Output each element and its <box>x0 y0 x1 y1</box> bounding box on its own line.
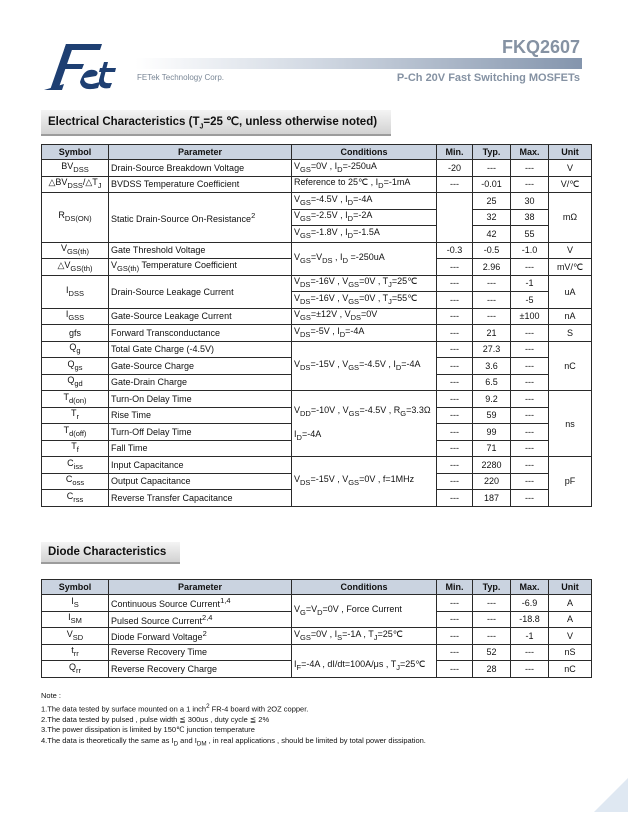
col-header: Unit <box>549 580 592 595</box>
conditions-cell: $V_{GS}=-1.8V$ , $I_D=-1.5A$ <box>292 226 437 243</box>
max-cell: --- <box>511 473 549 490</box>
symbol-cell: $Q_{gd}$ <box>42 374 109 391</box>
table-row <box>42 457 592 474</box>
note-item: 1.The data tested by surface mounted on a 1 inch$^2$ FR-4 board with 2OZ copper. <box>41 702 309 714</box>
unit-cell: pF <box>549 457 592 507</box>
col-header: Conditions <box>292 580 437 595</box>
note-item: 4.The data is theoretically the same as $I_D$ and $I_{DM}$ , in real applications , should be limited by total power dissipation. <box>41 735 426 748</box>
max-cell: --- <box>511 440 549 457</box>
typ-cell: 25 <box>473 193 511 210</box>
max-cell: --- <box>511 160 549 177</box>
parameter-cell: $V_{GS(th)}$ Temperature Coefficient <box>109 259 292 276</box>
parameter-cell: Output Capacitance <box>109 473 292 490</box>
table-row <box>42 275 592 292</box>
min-cell: --- <box>437 292 473 309</box>
unit-cell: mV/℃ <box>549 259 592 276</box>
min-cell: --- <box>437 391 473 408</box>
conditions-cell: $V_{GS}=V_{DS}$ , $I_D =-250uA$ <box>292 242 437 275</box>
parameter-cell: Total Gate Charge (-4.5V) <box>109 341 292 358</box>
table-row <box>42 595 592 612</box>
col-header: Typ. <box>473 580 511 595</box>
max-cell: --- <box>511 325 549 342</box>
table-row <box>42 644 592 661</box>
note-item: 3.The power dissipation is limited by 150℃ junction temperature <box>41 725 255 735</box>
parameter-cell: Gate-Drain Charge <box>109 374 292 391</box>
symbol-cell: $t_{rr}$ <box>42 644 109 661</box>
min-cell: -0.3 <box>437 242 473 259</box>
parameter-cell: Fall Time <box>109 440 292 457</box>
parameter-cell: BVDSS Temperature Coefficient <box>109 176 292 193</box>
conditions-cell: $V_{DD}=-10V$ , $V_{GS}=-4.5V$ , $R_G=3.3\Omega$ $I_D=-4A$ <box>292 391 437 457</box>
col-header: Conditions <box>292 145 437 160</box>
company-name: FETek Technology Corp. <box>137 73 225 82</box>
col-header: Min. <box>437 145 473 160</box>
unit-cell: V <box>549 628 592 645</box>
min-cell: --- <box>437 473 473 490</box>
max-cell: 55 <box>511 226 549 243</box>
max-cell: ±100 <box>511 308 549 325</box>
symbol-cell: $I_{DSS}$ <box>42 275 109 308</box>
conditions-cell: $V_{DS}=-15V$ , $V_{GS}=-4.5V$ , $I_D=-4A$ <box>292 341 437 391</box>
typ-cell: 9.2 <box>473 391 511 408</box>
max-cell: -5 <box>511 292 549 309</box>
unit-cell: mΩ <box>549 193 592 243</box>
min-cell: --- <box>437 407 473 424</box>
conditions-cell: $V_{GS}=0V$ , $I_D=-250uA$ <box>292 160 437 177</box>
symbol-cell: gfs <box>42 325 109 342</box>
conditions-cell: Reference to 25℃ , $I_D=-1mA$ <box>292 176 437 193</box>
table-row <box>42 391 592 408</box>
conditions-cell: $V_{DS}=-15V$ , $V_{GS}=0V$ , f=1MHz <box>292 457 437 507</box>
max-cell: --- <box>511 661 549 678</box>
min-cell: --- <box>437 424 473 441</box>
max-cell: --- <box>511 644 549 661</box>
typ-cell: 28 <box>473 661 511 678</box>
parameter-cell: Gate-Source Leakage Current <box>109 308 292 325</box>
typ-cell: 59 <box>473 407 511 424</box>
min-cell <box>437 193 473 243</box>
symbol-cell: $T_{d(off)}$ <box>42 424 109 441</box>
table-header-row <box>42 580 592 595</box>
unit-cell: nA <box>549 308 592 325</box>
col-header: Max. <box>511 145 549 160</box>
max-cell: -1 <box>511 275 549 292</box>
diode-characteristics-table <box>41 579 592 678</box>
max-cell: -1.0 <box>511 242 549 259</box>
parameter-cell: Static Drain-Source On-Resistance$^2$ <box>109 193 292 243</box>
table-row <box>42 341 592 358</box>
symbol-cell: $R_{DS(ON)}$ <box>42 193 109 243</box>
col-header: Unit <box>549 145 592 160</box>
min-cell: --- <box>437 628 473 645</box>
unit-cell: V <box>549 160 592 177</box>
symbol-cell: $I_{GSS}$ <box>42 308 109 325</box>
min-cell: --- <box>437 457 473 474</box>
min-cell: --- <box>437 275 473 292</box>
col-header: Min. <box>437 580 473 595</box>
product-subtitle: P-Ch 20V Fast Switching MOSFETs <box>396 72 580 84</box>
typ-cell: 71 <box>473 440 511 457</box>
note-item: 2.The data tested by pulsed , pulse width ≦ 300us , duty cycle ≦ 2% <box>41 714 270 724</box>
fetek-logo <box>40 38 132 96</box>
typ-cell: --- <box>473 275 511 292</box>
max-cell: -18.8 <box>511 611 549 628</box>
table-row <box>42 308 592 325</box>
typ-cell: 187 <box>473 490 511 507</box>
min-cell: --- <box>437 176 473 193</box>
unit-cell: A <box>549 595 592 612</box>
max-cell: --- <box>511 259 549 276</box>
symbol-cell: $V_{SD}$ <box>42 628 109 645</box>
unit-cell: A <box>549 611 592 628</box>
table-row <box>42 176 592 193</box>
typ-cell: 42 <box>473 226 511 243</box>
min-cell: --- <box>437 661 473 678</box>
symbol-cell: $T_{d(on)}$ <box>42 391 109 408</box>
min-cell: --- <box>437 595 473 612</box>
notes-heading: Note : <box>41 691 62 700</box>
section-title-electrical: Electrical Characteristics ($T_J=25$ ℃, unless otherwise noted) <box>41 110 391 136</box>
col-header: Parameter <box>109 580 292 595</box>
parameter-cell: Gate Threshold Voltage <box>109 242 292 259</box>
symbol-cell: $\triangle BV_{DSS}/\triangle T_J$ <box>42 176 109 193</box>
table-row <box>42 242 592 259</box>
parameter-cell: Pulsed Source Current$^{2,4}$ <box>109 611 292 628</box>
symbol-cell: $C_{rss}$ <box>42 490 109 507</box>
unit-cell: V <box>549 242 592 259</box>
parameter-cell: Rise Time <box>109 407 292 424</box>
conditions-cell: $V_{DS}=-16V$ , $V_{GS}=0V$ , $T_J=55℃$ <box>292 292 437 309</box>
parameter-cell: Continuous Source Current$^{1,4}$ <box>109 595 292 612</box>
min-cell: --- <box>437 358 473 375</box>
max-cell: --- <box>511 407 549 424</box>
symbol-cell: $C_{oss}$ <box>42 473 109 490</box>
table-header-row <box>42 145 592 160</box>
min-cell: -20 <box>437 160 473 177</box>
table-row <box>42 160 592 177</box>
symbol-cell: $V_{GS(th)}$ <box>42 242 109 259</box>
header-gradient-bar <box>135 58 582 69</box>
parameter-cell: Gate-Source Charge <box>109 358 292 375</box>
parameter-cell: Input Capacitance <box>109 457 292 474</box>
min-cell: --- <box>437 325 473 342</box>
unit-cell: S <box>549 325 592 342</box>
max-cell: 38 <box>511 209 549 226</box>
typ-cell: 2280 <box>473 457 511 474</box>
part-number: FKQ2607 <box>501 37 580 57</box>
parameter-cell: Drain-Source Leakage Current <box>109 275 292 308</box>
symbol-cell: $Q_g$ <box>42 341 109 358</box>
typ-cell: --- <box>473 292 511 309</box>
conditions-cell: $V_{DS}=-5V$ , $I_D=-4A$ <box>292 325 437 342</box>
typ-cell: --- <box>473 595 511 612</box>
symbol-cell: $C_{iss}$ <box>42 457 109 474</box>
notes-block <box>41 691 426 750</box>
typ-cell: 6.5 <box>473 374 511 391</box>
min-cell: --- <box>437 611 473 628</box>
col-header: Symbol <box>42 145 109 160</box>
min-cell: --- <box>437 308 473 325</box>
typ-cell: 52 <box>473 644 511 661</box>
typ-cell: 27.3 <box>473 341 511 358</box>
min-cell: --- <box>437 341 473 358</box>
symbol-cell: $\triangle V_{GS(th)}$ <box>42 259 109 276</box>
table-row <box>42 325 592 342</box>
typ-cell: 2.96 <box>473 259 511 276</box>
max-cell: -6.9 <box>511 595 549 612</box>
min-cell: --- <box>437 490 473 507</box>
min-cell: --- <box>437 259 473 276</box>
unit-cell: nC <box>549 341 592 391</box>
col-header: Max. <box>511 580 549 595</box>
max-cell: 30 <box>511 193 549 210</box>
conditions-cell: $V_{GS}=0V$ , $I_S=-1A$ , $T_J=25℃$ <box>292 628 437 645</box>
symbol-cell: $BV_{DSS}$ <box>42 160 109 177</box>
max-cell: --- <box>511 490 549 507</box>
typ-cell: 32 <box>473 209 511 226</box>
min-cell: --- <box>437 644 473 661</box>
typ-cell: -0.01 <box>473 176 511 193</box>
typ-cell: --- <box>473 611 511 628</box>
conditions-cell: $I_F=-4A$ , dI/dt=100A/μs , $T_J=25℃$ <box>292 644 437 677</box>
typ-cell: 3.6 <box>473 358 511 375</box>
table-row <box>42 628 592 645</box>
electrical-characteristics-table <box>41 144 592 507</box>
unit-cell: ns <box>549 391 592 457</box>
symbol-cell: $Q_{rr}$ <box>42 661 109 678</box>
parameter-cell: Reverse Transfer Capacitance <box>109 490 292 507</box>
conditions-cell: $V_{DS}=-16V$ , $V_{GS}=0V$ , $T_J=25℃$ <box>292 275 437 292</box>
min-cell: --- <box>437 440 473 457</box>
unit-cell: nS <box>549 644 592 661</box>
section-title-diode: Diode Characteristics <box>41 542 180 564</box>
parameter-cell: Forward Transconductance <box>109 325 292 342</box>
page-corner-decoration <box>594 778 628 812</box>
min-cell: --- <box>437 374 473 391</box>
col-header: Symbol <box>42 580 109 595</box>
symbol-cell: $T_f$ <box>42 440 109 457</box>
typ-cell: 99 <box>473 424 511 441</box>
symbol-cell: $I_{SM}$ <box>42 611 109 628</box>
col-header: Typ. <box>473 145 511 160</box>
max-cell: --- <box>511 424 549 441</box>
parameter-cell: Drain-Source Breakdown Voltage <box>109 160 292 177</box>
parameter-cell: Turn-On Delay Time <box>109 391 292 408</box>
table-row <box>42 193 592 210</box>
typ-cell: --- <box>473 160 511 177</box>
parameter-cell: Reverse Recovery Time <box>109 644 292 661</box>
conditions-cell: $V_{GS}=-4.5V$ , $I_D=-4A$ <box>292 193 437 210</box>
typ-cell: --- <box>473 308 511 325</box>
parameter-cell: Diode Forward Voltage$^2$ <box>109 628 292 645</box>
max-cell: -1 <box>511 628 549 645</box>
symbol-cell: $I_S$ <box>42 595 109 612</box>
max-cell: --- <box>511 341 549 358</box>
max-cell: --- <box>511 374 549 391</box>
max-cell: --- <box>511 358 549 375</box>
typ-cell: --- <box>473 628 511 645</box>
unit-cell: uA <box>549 275 592 308</box>
conditions-cell: $V_{GS}=\pm 12V$ , $V_{DS}=0V$ <box>292 308 437 325</box>
col-header: Parameter <box>109 145 292 160</box>
unit-cell: V/℃ <box>549 176 592 193</box>
symbol-cell: $T_r$ <box>42 407 109 424</box>
typ-cell: 21 <box>473 325 511 342</box>
typ-cell: 220 <box>473 473 511 490</box>
conditions-cell: $V_{GS}=-2.5V$ , $I_D=-2A$ <box>292 209 437 226</box>
parameter-cell: Reverse Recovery Charge <box>109 661 292 678</box>
max-cell: --- <box>511 457 549 474</box>
symbol-cell: $Q_{gs}$ <box>42 358 109 375</box>
max-cell: --- <box>511 176 549 193</box>
max-cell: --- <box>511 391 549 408</box>
parameter-cell: Turn-Off Delay Time <box>109 424 292 441</box>
conditions-cell: $V_G=V_D=0V$ , Force Current <box>292 595 437 628</box>
unit-cell: nC <box>549 661 592 678</box>
typ-cell: -0.5 <box>473 242 511 259</box>
